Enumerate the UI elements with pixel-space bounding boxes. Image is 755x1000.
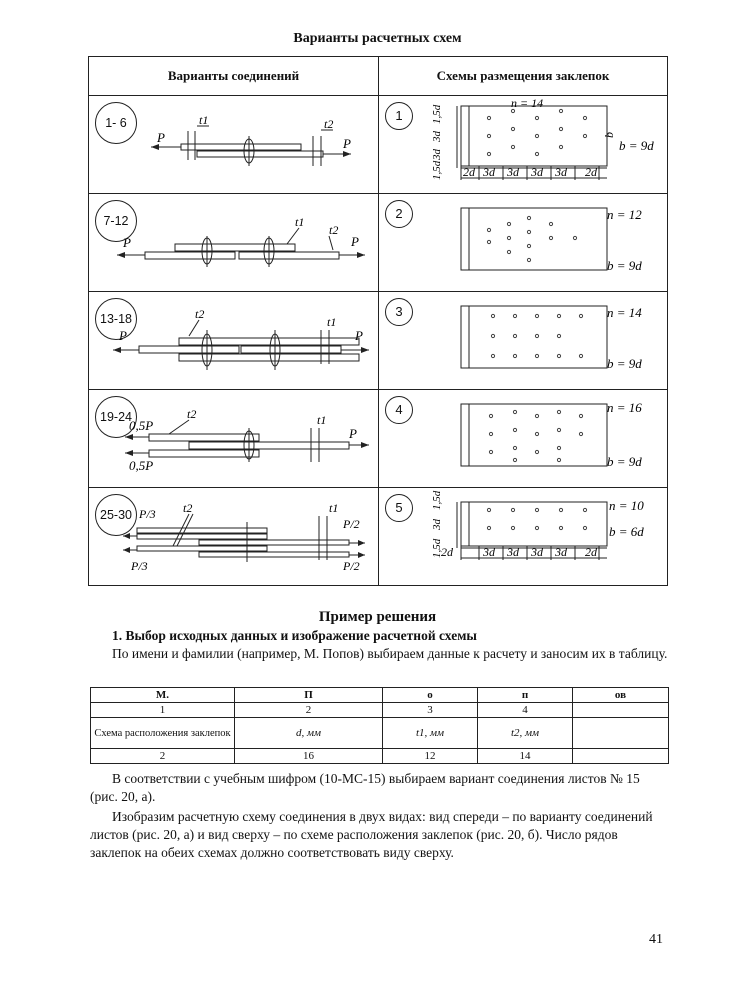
intro-paragraph: По имени и фамилии (например, М. Попов) выбираем данные к расчету и заносим их в таблицу.: [112, 646, 668, 661]
connection-cell-3: [89, 292, 379, 390]
edge-label: 1,5d: [431, 490, 443, 510]
connection-cell-2: [89, 194, 379, 292]
force-bottom: 0,5P: [129, 458, 154, 473]
force-top-right: P/2: [343, 517, 360, 531]
thickness-left: t2: [187, 407, 197, 421]
data-cell: 16: [235, 749, 383, 764]
pitch-label: 3d: [507, 165, 519, 179]
edge-label: 1,5d: [431, 104, 443, 124]
rivet-count: n = 16: [607, 400, 642, 415]
thickness-left: t1: [295, 215, 305, 229]
data-cell: t2, мм: [478, 718, 573, 749]
data-cell: 2: [235, 703, 383, 718]
data-cell: ов: [573, 688, 669, 703]
rivet-scheme-2: [379, 194, 668, 291]
connection-diagram-5: [89, 488, 378, 585]
edge-label: 1,5d: [431, 160, 443, 180]
data-cell: 2: [91, 749, 235, 764]
thickness-right: t2: [324, 117, 334, 131]
data-cell: 12: [383, 749, 478, 764]
width-label: b = 9d: [607, 356, 642, 371]
edge-label: 3d: [431, 149, 443, 160]
data-cell: t1, мм: [383, 718, 478, 749]
data-cell: М.: [91, 688, 235, 703]
connection-diagram-2: [89, 194, 378, 291]
data-cell: 14: [478, 749, 573, 764]
variant-label: 1- 6: [95, 102, 137, 144]
pitch-label: 2d: [585, 165, 597, 179]
edge-label: 1,5d: [431, 538, 443, 558]
data-cell: Схема расположения заклепок: [91, 718, 235, 749]
width-label: b = 9d: [619, 138, 654, 153]
force-left: P: [119, 328, 127, 343]
variant-label: 13-18: [95, 298, 137, 340]
page-number: 41: [649, 932, 663, 947]
connection-diagram-3: [89, 292, 378, 389]
data-cell: [573, 703, 669, 718]
scheme-cell-2: [379, 194, 668, 292]
pitch-label: 3d: [555, 165, 567, 179]
pitch-label: 3d: [531, 165, 543, 179]
data-cell: 3: [383, 703, 478, 718]
width-side: b: [602, 132, 616, 138]
variants-table: [88, 56, 668, 586]
example-subheading: 1. Выбор исходных данных и изображение расчетной схемы: [112, 628, 477, 643]
col-header-schemes: Схемы размещения заклепок: [379, 57, 668, 96]
connection-cell-1: [89, 96, 379, 194]
rivet-count: n = 12: [607, 207, 642, 222]
scheme-cell-4: [379, 390, 668, 488]
thickness-right: t1: [327, 315, 337, 329]
pitch-label: 2d: [441, 545, 453, 559]
force-right: P: [351, 234, 359, 249]
scheme-number: 1: [385, 102, 413, 130]
data-cell: п: [478, 688, 573, 703]
page-title: Варианты расчетных схем: [293, 31, 462, 46]
thickness-left: t2: [195, 307, 205, 321]
force-right: P: [349, 426, 357, 441]
width-label: b = 9d: [607, 454, 642, 469]
scheme-number: 3: [385, 298, 413, 326]
data-cell: 1: [91, 703, 235, 718]
thickness-left: t1: [199, 113, 209, 127]
pitch-label: 3d: [483, 165, 495, 179]
paragraph-variant: В соответствии с учебным шифром (10-МС-15) выбираем вариант соединения листов № 15 (рис. 20, а).: [90, 771, 640, 804]
thickness-right: t1: [329, 501, 339, 515]
rivet-scheme-5: [379, 488, 668, 585]
pitch-label: 2d: [585, 545, 597, 559]
edge-label: 3d: [431, 519, 443, 530]
data-cell: [573, 718, 669, 749]
col-header-connections: Варианты соединений: [89, 57, 379, 96]
data-cell: [573, 749, 669, 764]
input-data-table: [90, 687, 669, 764]
rivet-count: n = 10: [609, 498, 644, 513]
variant-label: 25-30: [95, 494, 137, 536]
force-right: P: [343, 136, 351, 151]
rivet-scheme-4: [379, 390, 668, 487]
scheme-number: 2: [385, 200, 413, 228]
rivet-count: n = 14: [607, 305, 642, 320]
connection-diagram-4: [89, 390, 378, 487]
width-label: b = 9d: [607, 258, 642, 273]
force-bottom-left: P/3: [131, 559, 148, 573]
rivet-scheme-1: [379, 96, 668, 193]
connection-diagram-1: [89, 96, 378, 193]
pitch-label: 2d: [463, 165, 475, 179]
variant-label: 7-12: [95, 200, 137, 242]
scheme-number: 5: [385, 494, 413, 522]
paragraph-scheme: Изобразим расчетную схему соединения в двух видах: вид спереди – по варианту соединений листов (рис. 20, а) и вид сверху – по схеме расположения заклепок (рис. 20, б). Число рядов заклепок на обеих схемах должно соответствовать виду сверху.: [90, 809, 653, 860]
force-left: P: [157, 130, 165, 145]
scheme-number: 4: [385, 396, 413, 424]
thickness-right: t2: [329, 223, 339, 237]
rivet-scheme-3: [379, 292, 668, 389]
scheme-cell-3: [379, 292, 668, 390]
data-cell: о: [383, 688, 478, 703]
force-right: P: [355, 328, 363, 343]
data-cell: 4: [478, 703, 573, 718]
pitch-label: 3d: [531, 545, 543, 559]
thickness-left: t2: [183, 501, 193, 515]
scheme-cell-1: [379, 96, 668, 194]
connection-cell-4: [89, 390, 379, 488]
example-heading: Пример решения: [318, 609, 437, 625]
rivet-count: n = 14: [511, 96, 544, 110]
pitch-label: 3d: [507, 545, 519, 559]
thickness-right: t1: [317, 413, 327, 427]
force-bottom-right: P/2: [343, 559, 360, 573]
force-top-left: P/3: [139, 507, 156, 521]
pitch-label: 3d: [483, 545, 495, 559]
variant-label: 19-24: [95, 396, 137, 438]
data-cell: П: [235, 688, 383, 703]
scheme-cell-5: [379, 488, 668, 586]
width-label: b = 6d: [609, 524, 644, 539]
data-cell: d, мм: [235, 718, 383, 749]
edge-label: 3d: [431, 131, 443, 142]
force-top: 0,5P: [129, 418, 154, 433]
connection-cell-5: [89, 488, 379, 586]
force-left: P: [123, 235, 131, 250]
pitch-label: 3d: [555, 545, 567, 559]
